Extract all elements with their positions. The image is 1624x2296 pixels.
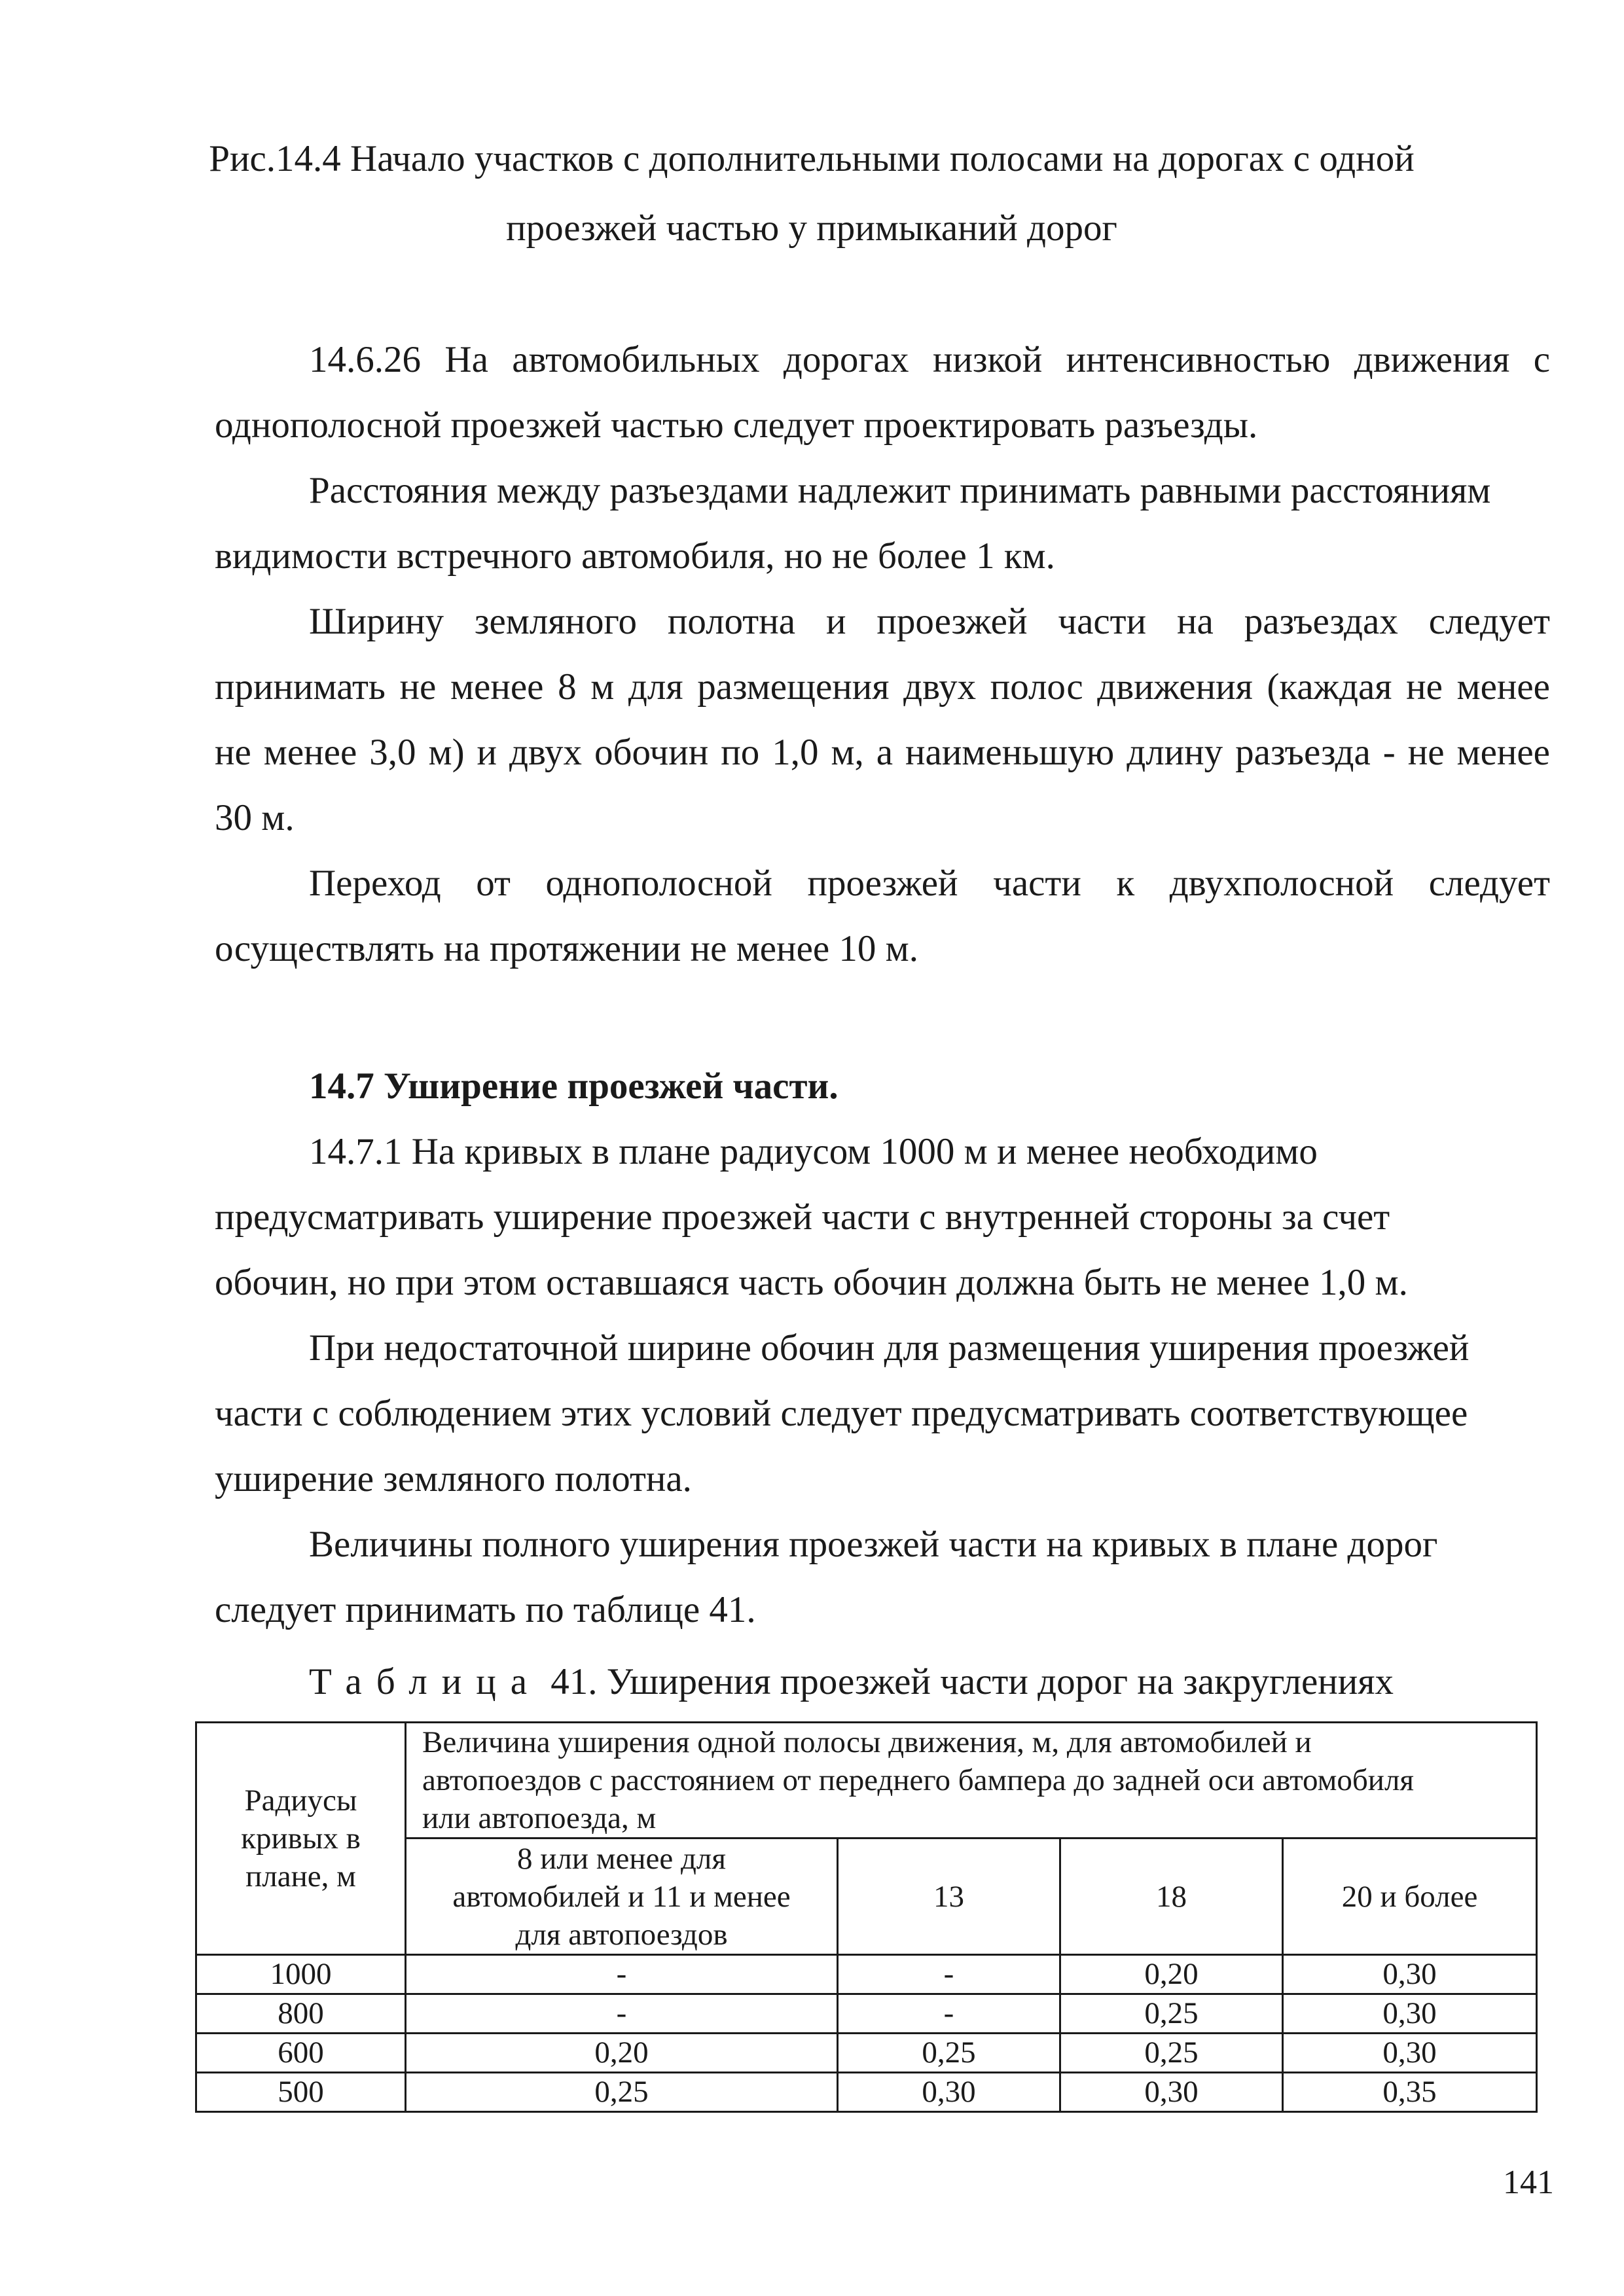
- table-row: [196, 2073, 1537, 2112]
- radius-cell: 500: [196, 2073, 406, 2112]
- value-cell: -: [838, 1955, 1060, 1994]
- radius-cell: 1000: [196, 1955, 406, 1994]
- text-line: не менее 3,0 м) и двух обочин по 1,0 м, а наименьшую длину разъезда - не менее: [215, 732, 1550, 773]
- value-cell: 0,25: [1060, 2034, 1283, 2073]
- text-line: Ширину земляного полотна и проезжей части на разъездах следует: [309, 601, 1550, 642]
- widening-table: [195, 1721, 1538, 2113]
- text-line: осуществлять на протяжении не менее 10 м.: [215, 928, 918, 969]
- value-cell: 0,30: [838, 2073, 1060, 2112]
- value-cell: 0,20: [406, 2034, 838, 2073]
- column-header-20: 20 и более: [1283, 1839, 1537, 1955]
- table-row: [196, 2034, 1537, 2073]
- column-header-18: 18: [1060, 1839, 1283, 1955]
- figure-caption-line: Рис.14.4 Начало участков с дополнительными полосами на дорогах с одной: [209, 138, 1415, 179]
- column-header-13: 13: [838, 1839, 1060, 1955]
- page-number: 141: [1503, 2164, 1554, 2201]
- value-cell: 0,25: [406, 2073, 838, 2112]
- table-row: [196, 1955, 1537, 1994]
- paragraph-14-6-26: [215, 327, 1550, 982]
- radius-header: [196, 1723, 406, 1955]
- value-cell: 0,25: [838, 2034, 1060, 2073]
- text-line: 30 м.: [215, 797, 295, 838]
- text-line: уширение земляного полотна.: [215, 1458, 692, 1499]
- text-line: следует принимать по таблице 41.: [215, 1589, 756, 1630]
- text-line: видимости встречного автомобиля, но не более 1 км.: [215, 535, 1055, 577]
- value-cell: 0,20: [1060, 1955, 1283, 1994]
- text-line: 14.6.26 На автомобильных дорогах низкой интенсивностью движения с: [309, 339, 1550, 380]
- group-header-line: или автопоезда, м: [422, 1801, 657, 1835]
- text-line: Расстояния между разъездами надлежит принимать равными расстояниям: [309, 470, 1491, 511]
- radius-header-line: кривых в: [241, 1821, 361, 1856]
- text-line: При недостаточной ширине обочин для размещения уширения проезжей: [309, 1327, 1470, 1369]
- table-title-text: 41. Уширения проезжей части дорог на закруглениях: [541, 1661, 1394, 1702]
- text-line: предусматривать уширение проезжей части с внутренней стороны за счет: [215, 1196, 1390, 1238]
- value-cell: 0,30: [1283, 2034, 1537, 2073]
- value-cell: 0,30: [1060, 2073, 1283, 2112]
- column-header-line: 8 или менее для: [517, 1841, 726, 1876]
- figure-caption-line: проезжей частью у примыканий дорог: [506, 207, 1117, 249]
- value-cell: 0,25: [1060, 1994, 1283, 2034]
- table-row: [196, 1994, 1537, 2034]
- text-line: однополосной проезжей частью следует проектировать разъезды.: [215, 404, 1258, 446]
- table-title-label: Таблица: [309, 1661, 542, 1702]
- text-line: обочин, но при этом оставшаяся часть обочин должна быть не менее 1,0 м.: [215, 1262, 1408, 1303]
- section-heading: 14.7 Уширение проезжей части.: [309, 1066, 839, 1107]
- radius-cell: 600: [196, 2034, 406, 2073]
- value-cell: 0,30: [1283, 1994, 1537, 2034]
- value-cell: -: [406, 1994, 838, 2034]
- figure-caption: [196, 124, 1427, 263]
- value-cell: 0,35: [1283, 2073, 1537, 2112]
- text-line: 14.7.1 На кривых в плане радиусом 1000 м и менее необходимо: [309, 1131, 1318, 1172]
- column-header-line: автомобилей и 11 и менее: [452, 1879, 791, 1914]
- text-line: части с соблюдением этих условий следует предусматривать соответствующее: [215, 1393, 1468, 1434]
- value-cell: 0,30: [1283, 1955, 1537, 1994]
- text-line: Переход от однополосной проезжей части к двухполосной следует: [309, 863, 1550, 904]
- column-header-8: [406, 1839, 838, 1955]
- radius-header-line: Радиусы: [244, 1784, 357, 1818]
- section-14-7: [215, 1054, 1550, 1643]
- widening-group-header: [406, 1723, 1537, 1839]
- value-cell: -: [838, 1994, 1060, 2034]
- group-header-line: Величина уширения одной полосы движения, м, для автомобилей и: [422, 1725, 1312, 1759]
- table-title: [309, 1649, 1394, 1715]
- group-header-line: автопоездов с расстоянием от переднего бампера до задней оси автомобиля: [422, 1763, 1415, 1797]
- text-line: принимать не менее 8 м для размещения двух полос движения (каждая не менее: [215, 666, 1550, 708]
- radius-header-line: плане, м: [245, 1859, 356, 1893]
- value-cell: -: [406, 1955, 838, 1994]
- radius-cell: 800: [196, 1994, 406, 2034]
- column-header-line: для автопоездов: [515, 1917, 728, 1952]
- text-line: Величины полного уширения проезжей части на кривых в плане дорог: [309, 1524, 1438, 1565]
